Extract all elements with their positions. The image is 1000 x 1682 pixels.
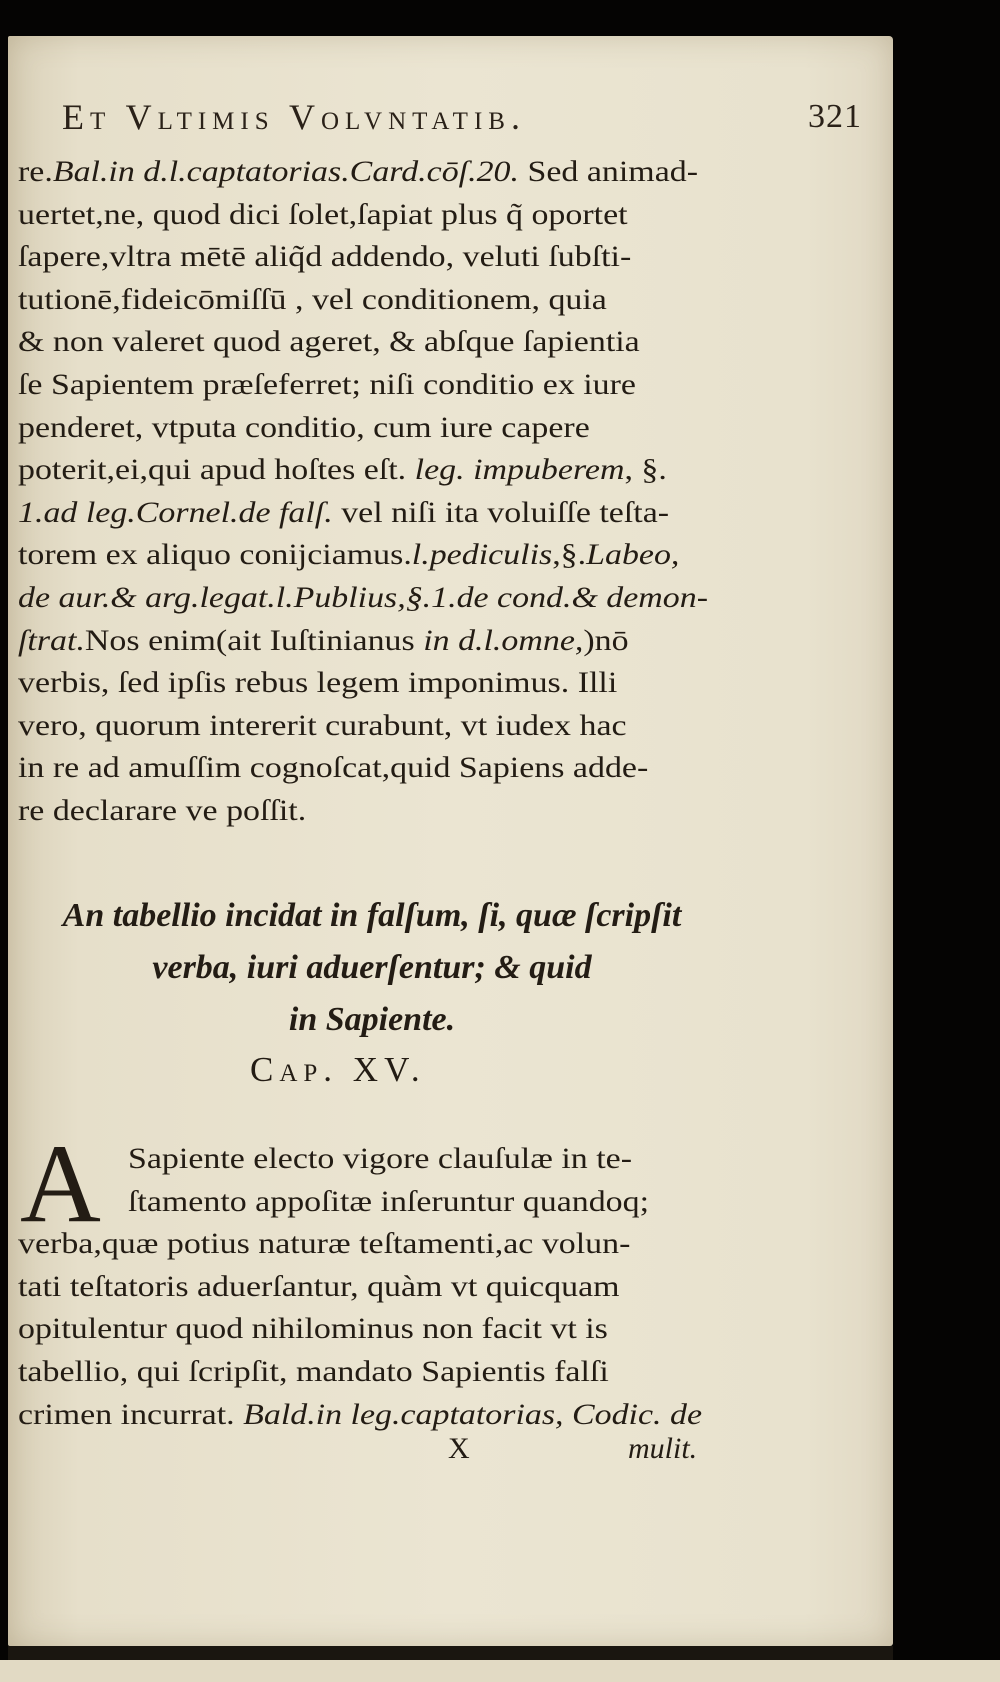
text-line-content [18,1266,620,1309]
text-line-content [18,1351,609,1394]
text-run: verbis, ſed ipſis rebus legem imponimus. Illi [18,667,618,700]
text-line-content [18,194,628,237]
text-run: Sapiente electo vigore clauſulæ in te- [128,1143,633,1175]
text-line-content [18,151,698,194]
text-run: crimen incurrat. [18,1398,244,1431]
catchword: mulit. [628,1432,698,1465]
text-line [18,747,708,790]
text-line-content [18,1394,702,1437]
text-line-content [18,790,306,833]
text-line-content [18,407,590,450]
text-line [18,194,708,237]
text-line [18,279,708,322]
running-title: Et Vltimis Volvntatib. [62,97,526,137]
text-line [18,577,708,620]
text-line-content [128,1181,649,1224]
text-line [18,407,708,450]
text-run: Nos enim(ait Iuſtinianus [84,624,424,657]
text-line [18,1138,708,1181]
italic-citation: 1.ad leg.Cornel.de falſ. [18,496,333,529]
next-leaf-edge [0,1660,1000,1682]
italic-citation: Bal.in d.l.captatorias.Card.cōſ.20. [52,156,520,188]
text-line-content [18,662,617,705]
text-line [18,449,708,492]
text-line [18,620,708,663]
text-line [18,1181,708,1224]
text-line [18,1308,708,1351]
italic-citation: ſtrat. [18,624,85,657]
text-run: opitulentur quod nihilominus non facit vt is [18,1313,608,1346]
text-line [18,1266,708,1309]
text-line [18,1351,708,1394]
text-run: re. [18,156,53,188]
italic-citation: in d.l.omne, [423,624,584,657]
text-line-content [18,279,607,322]
text-line-content [18,577,708,620]
text-line-content [18,747,648,790]
text-line [18,705,708,748]
italic-citation: leg. impuberem [414,454,625,487]
text-run: tabellio, qui ſcripſit, mandato Sapientis falſi [18,1355,609,1388]
text-run: )nō [583,624,629,657]
paragraph-1 [18,151,708,833]
text-line [18,321,708,364]
chapter-title-line-1: An tabellio incidat in falſum, ſi, quæ ſcripſit [62,897,682,934]
text-line-content [18,364,636,407]
page-number: 321 [808,98,862,135]
text-run: penderet, vtputa conditio, cum iure capere [18,411,590,444]
text-line [18,364,708,407]
chapter-title-line-2: verba, iuri aduerſentur; & quid [152,949,592,986]
drop-cap-initial: A [20,1122,101,1246]
text-run: poterit,ei,qui apud hoſtes eſt. [18,454,415,487]
text-line [18,1223,708,1266]
text-run: ſapere,vltra mētē aliq̃d addendo, veluti ſubſti- [18,241,632,274]
text-line-content [18,321,640,364]
text-run: torem ex aliquo conijciamus. [18,539,412,572]
text-run: , §. [624,454,667,487]
text-line-content [18,449,667,492]
text-line [18,151,708,194]
text-run: tutionē,fideicōmiſſū , vel conditionem, quia [18,283,607,316]
chapter-number: Cap. XV. [250,1050,426,1089]
text-line [18,1394,708,1437]
text-line-content [18,1223,630,1266]
text-line [18,492,708,535]
text-line-content [128,1138,632,1181]
text-line-content [18,492,669,535]
text-run: verba,quæ potius naturæ teſtamenti,ac volun- [18,1228,631,1261]
text-line [18,236,708,279]
text-line-content [18,236,631,279]
page-shadow [8,1646,893,1660]
italic-citation: Bald.in leg.captatorias, Codic. de [243,1398,703,1431]
text-run: uertet,ne, quod dici ſolet,ſapiat plus q̃ oportet [18,198,628,231]
text-run: tati teſtatoris aduerſantur, quàm vt quicquam [18,1270,620,1303]
text-line-content [18,705,627,748]
italic-citation: de aur.& arg.legat.l.Publius,§.1.de cond.& demon- [18,581,708,614]
chapter-title [22,890,722,1046]
text-line-content [18,534,679,577]
text-run: re declarare ve poſſit. [18,794,307,827]
text-line-content [18,1308,608,1351]
italic-citation: Labeo, [586,539,680,572]
chapter-title-line-3: in Sapiente. [288,1001,456,1038]
signature-mark: X [448,1432,470,1465]
text-run: Sed animad- [519,156,699,188]
page-header [62,96,874,146]
text-line [18,662,708,705]
text-line-content [18,620,629,663]
text-line [18,534,708,577]
text-run: vero, quorum intererit curabunt, vt iudex hac [18,709,627,742]
text-line [18,790,708,833]
text-run: ſtamento appoſitæ inſeruntur quandoq; [128,1185,650,1218]
text-run: in re ad amuſſim cognoſcat,quid Sapiens adde- [18,752,649,785]
text-run: vel niſi ita voluiſſe teſta- [332,496,670,529]
text-run: ſe Sapientem præſeferret; niſi conditio ex iure [18,368,636,401]
text-run: ,§. [552,539,587,572]
paragraph-2 [18,1138,708,1436]
italic-citation: l.pediculis [411,539,553,572]
text-run: & non valeret quod ageret, & abſque ſapientia [18,326,640,359]
